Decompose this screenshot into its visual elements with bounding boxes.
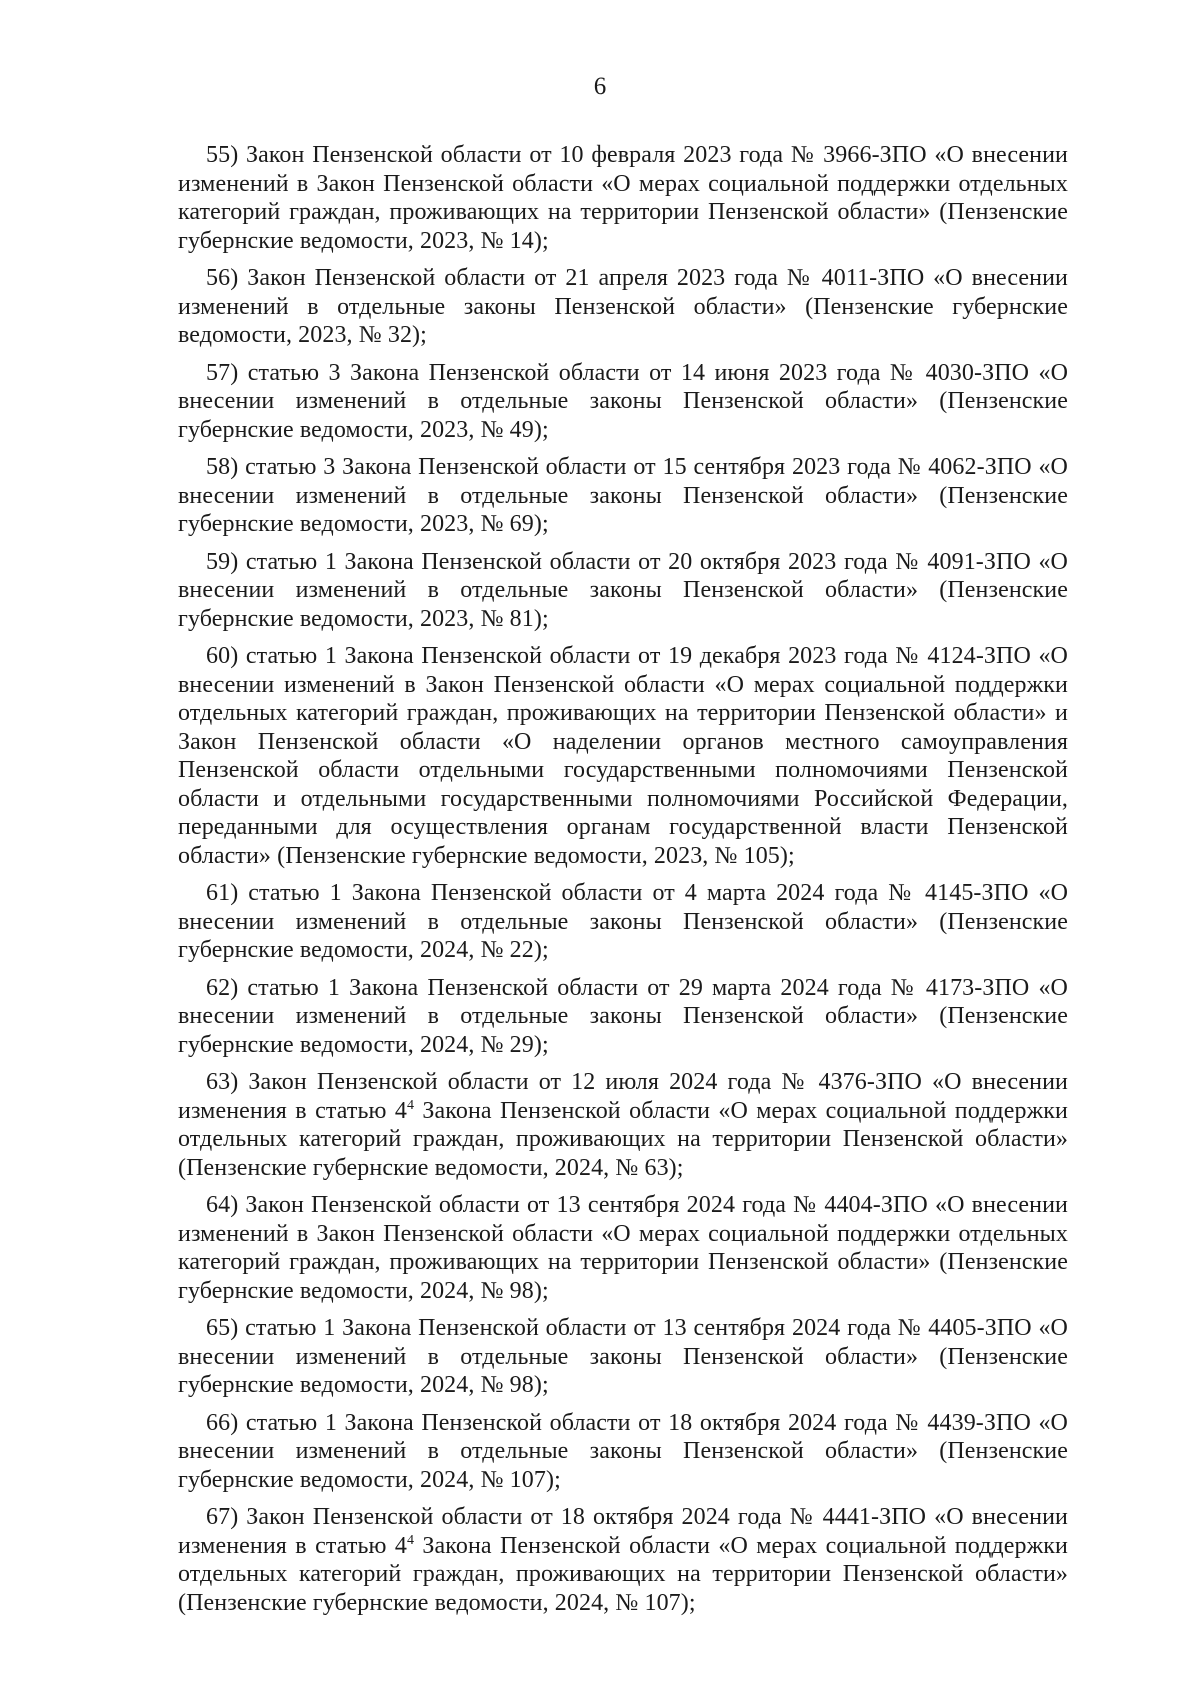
page-number: 6 xyxy=(593,73,607,100)
list-item-66: 66) статью 1 Закона Пензенской области от 18 октября 2024 года № 4439-ЗПО «О внесении изменений в отдельные законы Пензенской области» (Пензенские губернские ведомости, 2024, № 107); xyxy=(178,1409,1068,1493)
list-item-65: 65) статью 1 Закона Пензенской области от 13 сентября 2024 года № 4405-ЗПО «О внесении изменений в отдельные законы Пензенской области» (Пензенские губернские ведомости, 2024, № 98); xyxy=(178,1315,1068,1398)
list-item-59: 59) статью 1 Закона Пензенской области от 20 октября 2023 года № 4091-ЗПО «О внесении изменений в отдельные законы Пензенской области» (Пензенские губернские ведомости, 2023, № 81); xyxy=(178,548,1068,632)
list-item-67 xyxy=(178,1503,1068,1617)
document-body xyxy=(178,141,1068,1626)
list-item-55: 55) Закон Пензенской области от 10 февраля 2023 года № 3966-ЗПО «О внесении изменений в Закон Пензенской области «О мерах социальной поддержки отдельных категорий граждан, проживающих на территории Пензенской области» (Пензенские губернские ведомости, 2023, № 14); xyxy=(178,142,1068,254)
list-item-67-text-before: 67) Закон Пензенской области от 18 октября 2024 года № 4441-ЗПО «О внесении изменения в статью 4 xyxy=(178,1504,1068,1559)
superscript-index: 4 xyxy=(406,1097,415,1113)
list-item-64: 64) Закон Пензенской области от 13 сентября 2024 года № 4404-ЗПО «О внесении изменений в Закон Пензенской области «О мерах социальной поддержки отдельных категорий граждан, проживающих на территории Пензенской области» (Пензенские губернские ведомости, 2024, № 98); xyxy=(178,1192,1068,1304)
list-item-57: 57) статью 3 Закона Пензенской области от 14 июня 2023 года № 4030-ЗПО «О внесении изменений в отдельные законы Пензенской области» (Пензенские губернские ведомости, 2023, № 49); xyxy=(178,359,1068,443)
list-item-58: 58) статью 3 Закона Пензенской области от 15 сентября 2023 года № 4062-ЗПО «О внесении изменений в отдельные законы Пензенской области» (Пензенские губернские ведомости, 2023, № 69); xyxy=(178,454,1068,537)
list-item-56: 56) Закон Пензенской области от 21 апреля 2023 года № 4011-ЗПО «О внесении изменений в отдельные законы Пензенской области» (Пензенские губернские ведомости, 2023, № 32); xyxy=(178,265,1068,348)
superscript-index: 4 xyxy=(406,1532,415,1548)
list-item-63-text-after: Закона Пензенской области «О мерах социальной поддержки отдельных категорий граждан, проживающих на территории Пензенской области» (Пензенские губернские ведомости, 2024, № 63); xyxy=(178,1097,1068,1181)
list-item-61: 61) статью 1 Закона Пензенской области от 4 марта 2024 года № 4145-ЗПО «О внесении изменений в отдельные законы Пензенской области» (Пензенские губернские ведомости, 2024, № 22); xyxy=(178,880,1068,963)
list-item-63 xyxy=(178,1068,1068,1182)
list-item-67-text-after: Закона Пензенской области «О мерах социальной поддержки отдельных категорий граждан, проживающих на территории Пензенской области» (Пензенские губернские ведомости, 2024, № 107); xyxy=(178,1532,1068,1616)
list-item-60: 60) статью 1 Закона Пензенской области от 19 декабря 2023 года № 4124-ЗПО «О внесении изменений в Закон Пензенской области «О мерах социальной поддержки отдельных категорий граждан, проживающих на территории Пензенской области» и Закон Пензенской области «О наделении органов местного самоуправления Пензенской области отдельными государственными полномочиями Пензенской области и отдельными государственными полномочиями Российской Федерации, переданными для осуществления органам государственной власти Пензенской области» (Пензенские губернские ведомости, 2023, № 105); xyxy=(178,643,1068,869)
list-item-63-text-before: 63) Закон Пензенской области от 12 июля 2024 года № 4376-ЗПО «О внесении изменения в статью 4 xyxy=(178,1069,1068,1124)
list-item-62: 62) статью 1 Закона Пензенской области от 29 марта 2024 года № 4173-ЗПО «О внесении изменений в отдельные законы Пензенской области» (Пензенские губернские ведомости, 2024, № 29); xyxy=(178,974,1068,1058)
